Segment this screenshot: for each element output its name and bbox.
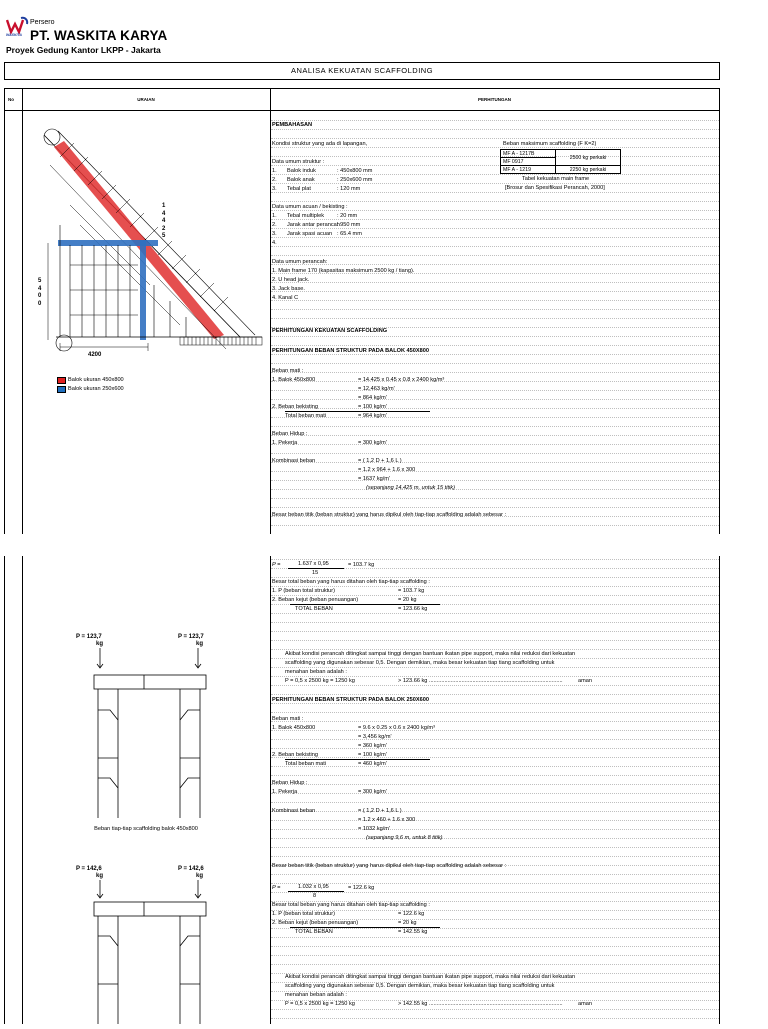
bm1-r2-2: = 360 kg/m' (358, 743, 387, 749)
aman-label-2: aman (578, 1001, 592, 1007)
komb-r1: = 1.2 x 964 + 1.6 x 300 (358, 467, 416, 473)
scaffold-frame-diagram-1 (90, 648, 210, 818)
r2-label: 2. Beban kejut (beban penuangan) (272, 597, 359, 603)
p-num: 1.637 x 0,95 (298, 561, 329, 567)
akibat-text-2: scaffolding yang digunakan sebesar 0,5. Dengan demikian, maka besar kekuatan tiap tiang scaffolding untuk (285, 983, 555, 989)
bm2-eq: = 100 kg/m' (358, 404, 387, 410)
besar-titik-text-2: Besar beban titik (beban struktur) yang harus dipikul oleh tiap-tiap scaffolding adalah sebesar : (272, 863, 507, 869)
tabel-note: Tabel kekuatan main frame (522, 176, 590, 182)
p-eq-2: P = (272, 885, 281, 891)
p-den-2: 8 (313, 893, 317, 899)
r2-eq: = 20 kg (398, 597, 417, 603)
dimension-digit: 4 (38, 285, 42, 292)
acuan-item-value: : 20 mm (337, 213, 358, 219)
bh1-label-2: 1. Pekerja (272, 789, 298, 795)
frame2-unit-right: kg (196, 873, 204, 879)
aman-label: aman (578, 678, 592, 684)
perhitungan-kekuatan-heading: PERHITUNGAN KEKUATAN SCAFFOLDING (272, 328, 388, 334)
company-name: PT. WASKITA KARYA (30, 28, 168, 43)
table-cell: MF 0917 (501, 158, 556, 166)
data-struktur-label: Data umum struktur : (272, 159, 325, 165)
dimension-digit: 4 (162, 218, 166, 224)
r2-label-2: 2. Beban kejut (beban penuangan) (272, 920, 359, 926)
besar-titik-text: Besar beban titik (beban struktur) yang harus dipikul oleh tiap-tiap scaffolding adalah sebesar : (272, 512, 507, 518)
acuan-item-number: 2. (272, 222, 277, 228)
akibat-text: menahan beban adalah : (285, 669, 347, 675)
bm1-r2: = 864 kg/m' (358, 395, 387, 401)
bh1-eq: = 300 kg/m' (358, 440, 387, 446)
page-title: ANALISA KEKUATAN SCAFFOLDING (290, 66, 434, 75)
table-row (501, 150, 621, 158)
struktur-item-number: 3. (272, 186, 277, 192)
dimension-digit: 5 (38, 278, 42, 284)
bm1-r1: = 12,463 kg/m' (358, 386, 395, 392)
logo-text: WASKITA (6, 33, 22, 37)
dimension-bottom: 4200 (88, 352, 102, 358)
struktur-item-value: : 450x800 mm (337, 168, 373, 174)
akibat-text: scaffolding yang digunakan sebesar 0,5. Dengan demikian, maka besar kekuatan tiap tiang scaffolding untuk (285, 660, 555, 666)
bh1-label: 1. Pekerja (272, 440, 298, 446)
frame1-load-left: P = 123,7 (76, 634, 102, 640)
acuan-item-label: Jarak spasi acuan (287, 231, 333, 237)
dimension-digit: 4 (162, 210, 166, 217)
persero-label: Persero (30, 19, 55, 26)
frame2-unit-left: kg (96, 873, 104, 879)
r2-eq-2: = 20 kg (398, 920, 417, 926)
bm1-label: 1. Balok 450x800 (272, 377, 316, 383)
frame1-caption: Beban tiap-tiap scaffolding balok 450x800 (94, 826, 198, 832)
dimension-digit: 5 (162, 233, 166, 239)
akibat-compare-2: > 142.55 kg ...................................................................................... (398, 1001, 563, 1007)
dimension-digit: 1 (162, 203, 166, 209)
legend-label-red: Balok ukuran 450x800 (68, 377, 124, 383)
bm2-label: 2. Beban bekisting (272, 404, 319, 410)
total-eq: = 123.66 kg (398, 606, 428, 612)
bm2-label-2: 2. Beban bekisting (272, 752, 319, 758)
bm1-label-2: 1. Balok 450x800 (272, 725, 316, 731)
bm1-eq-2: = 9.6 x 0.25 x 0.6 x 2400 kg/m³ (358, 725, 435, 731)
mf-table (500, 149, 621, 174)
besar-total-text: Besar total beban yang harus ditahan oleh tiap-tiap scaffolding : (272, 579, 430, 585)
total-eq-2: = 142.55 kg (398, 929, 428, 935)
akibat-text-2: Akibat kondisi perancah ditingkat sampai tinggi dengan bantuan ikatan pipe support, maka nilai reduksi dari kekuatan (285, 974, 576, 980)
table-cell: MF A - 1219 (501, 166, 556, 174)
komb-note-2: (sepanjang 9,6 m, untuk 8 titik) (366, 835, 443, 841)
total-mati-eq-2: = 460 kg/m' (358, 761, 387, 767)
company-logo (6, 16, 30, 38)
p-den: 15 (312, 570, 319, 576)
kondisi-text: Kondisi struktur yang ada di lapangan, (272, 141, 368, 147)
col-no: No (8, 97, 14, 102)
acuan-item-label: Jarak antar perancah (287, 222, 340, 228)
pembahasan-heading: PEMBAHASAN (272, 122, 313, 128)
legend-swatch-blue (57, 386, 66, 393)
total-label-2: TOTAL BEBAN (295, 929, 333, 935)
p-res-2: = 122.6 kg (348, 885, 375, 891)
acuan-item-value: : 65.4 mm (337, 231, 362, 237)
bh1-eq-2: = 300 kg/m' (358, 789, 387, 795)
scaffolding-elevation-drawing (30, 125, 270, 375)
bm2-eq-2: = 100 kg/m' (358, 752, 387, 758)
p-num-2: 1.032 x 0,95 (298, 884, 329, 890)
acuan-item-value: : 950 mm (337, 222, 361, 228)
table-cell: 2500 kg perkaki (556, 150, 621, 166)
data-acuan-label: Data umum acuan / bekisting : (272, 204, 348, 210)
struktur-item-label: Balok induk (287, 168, 316, 174)
komb-eq-2: = ( 1,2 D + 1,6 L ) (358, 808, 402, 814)
frame1-load-right: P = 123,7 (178, 634, 204, 640)
acuan-item-number: 3. (272, 231, 277, 237)
beban-mati-label: Beban mati : (272, 368, 304, 374)
frame2-load-right: P = 142,6 (178, 866, 204, 872)
besar-total-text-2: Besar total beban yang harus ditahan oleh tiap-tiap scaffolding : (272, 902, 430, 908)
dimension-digit: 2 (162, 225, 166, 232)
perhitungan-beban-heading-2: PERHITUNGAN BEBAN STRUKTUR PADA BALOK 250X600 (272, 697, 429, 703)
akibat-text: P = 0,5 x 2500 kg = 1250 kg (285, 678, 355, 684)
frame1-unit-left: kg (96, 641, 104, 647)
struktur-item-number: 2. (272, 177, 277, 183)
beban-mati-label-2: Beban mati : (272, 716, 304, 722)
brosur-note: [Brosur dan Spesifikasi Perancah, 2000] (505, 185, 605, 191)
acuan-item-number: 1. (272, 213, 277, 219)
frame1-unit-right: kg (196, 641, 204, 647)
table-row (501, 166, 621, 174)
dimension-digit: 0 (38, 293, 42, 299)
perhitungan-beban-heading-1: PERHITUNGAN BEBAN STRUKTUR PADA BALOK 450X800 (272, 348, 429, 354)
kombinasi-label: Kombinasi beban (272, 458, 316, 464)
beban-max-label: Beban maksimum scaffolding (F K=2) (503, 141, 597, 147)
kombinasi-label-2: Kombinasi beban (272, 808, 316, 814)
struktur-item-label: Balok anak (287, 177, 315, 183)
komb-r2: = 1637 kg/m' (358, 476, 391, 482)
r1-eq-2: = 122.6 kg (398, 911, 425, 917)
akibat-text: Akibat kondisi perancah ditingkat sampai tinggi dengan bantuan ikatan pipe support, maka nilai reduksi dari kekuatan (285, 651, 576, 657)
frame2-load-left: P = 142,6 (76, 866, 102, 872)
data-perancah-label: Data umum perancah: (272, 259, 328, 265)
akibat-text-2: P = 0,5 x 2500 kg = 1250 kg (285, 1001, 355, 1007)
total-mati-label: Total beban mati (285, 413, 327, 419)
total-label: TOTAL BEBAN (295, 606, 333, 612)
struktur-item-value: : 120 mm (337, 186, 361, 192)
r1-label-2: 1. P (beban total struktur) (272, 911, 336, 917)
beban-hidup-label: Beban Hidup : (272, 431, 308, 437)
bm1-r1-2: = 3,456 kg/m' (358, 734, 392, 740)
komb-note: (sepanjang 14,425 m, untuk 15 titik) (366, 485, 455, 491)
perancah-item: 4. Kanal C (272, 295, 299, 301)
project-name: Proyek Gedung Kantor LKPP - Jakarta (6, 45, 161, 55)
total-mati-label-2: Total beban mati (285, 761, 327, 767)
komb-eq: = ( 1,2 D + 1,6 L ) (358, 458, 402, 464)
perancah-item: 3. Jack base. (272, 286, 305, 292)
col-uraian: URAIAN (137, 97, 155, 102)
perancah-item: 1. Main frame 170 (kapasitas maksimum 2500 kg / tiang). (272, 268, 415, 274)
komb-r2-2: = 1032 kg/m' (358, 826, 391, 832)
r1-label: 1. P (beban total struktur) (272, 588, 336, 594)
acuan-item-label: Tebal multiplek (287, 213, 324, 219)
scaffold-frame-diagram-2 (90, 880, 210, 1024)
struktur-item-number: 1. (272, 168, 277, 174)
col-perhitungan: PERHITUNGAN (477, 97, 511, 102)
komb-r1-2: = 1.2 x 460 + 1.6 x 300 (358, 817, 416, 823)
table-cell: 2250 kg perkaki (556, 166, 621, 174)
legend-label-blue: Balok ukuran 250x600 (68, 386, 124, 392)
bm1-eq: = 14.425 x 0.45 x 0.8 x 2400 kg/m³ (358, 377, 445, 383)
perancah-item: 2. U head jack. (272, 277, 310, 283)
total-mati-eq: = 964 kg/m' (358, 413, 387, 419)
legend-swatch-red (57, 377, 66, 384)
akibat-compare: > 123.66 kg ...................................................................................... (398, 678, 563, 684)
struktur-item-label: Tebal plat (287, 186, 311, 192)
akibat-text-2: menahan beban adalah : (285, 992, 347, 998)
table-cell: MF A - 1217B (501, 150, 556, 158)
dimension-digit: 0 (38, 300, 42, 307)
r1-eq: = 103.7 kg (398, 588, 425, 594)
acuan-item-number: 4. (272, 240, 277, 246)
p-eq: P = (272, 562, 281, 568)
p-res: = 103.7 kg (348, 562, 375, 568)
struktur-item-value: : 250x600 mm (337, 177, 373, 183)
beban-hidup-label-2: Beban Hidup : (272, 780, 308, 786)
